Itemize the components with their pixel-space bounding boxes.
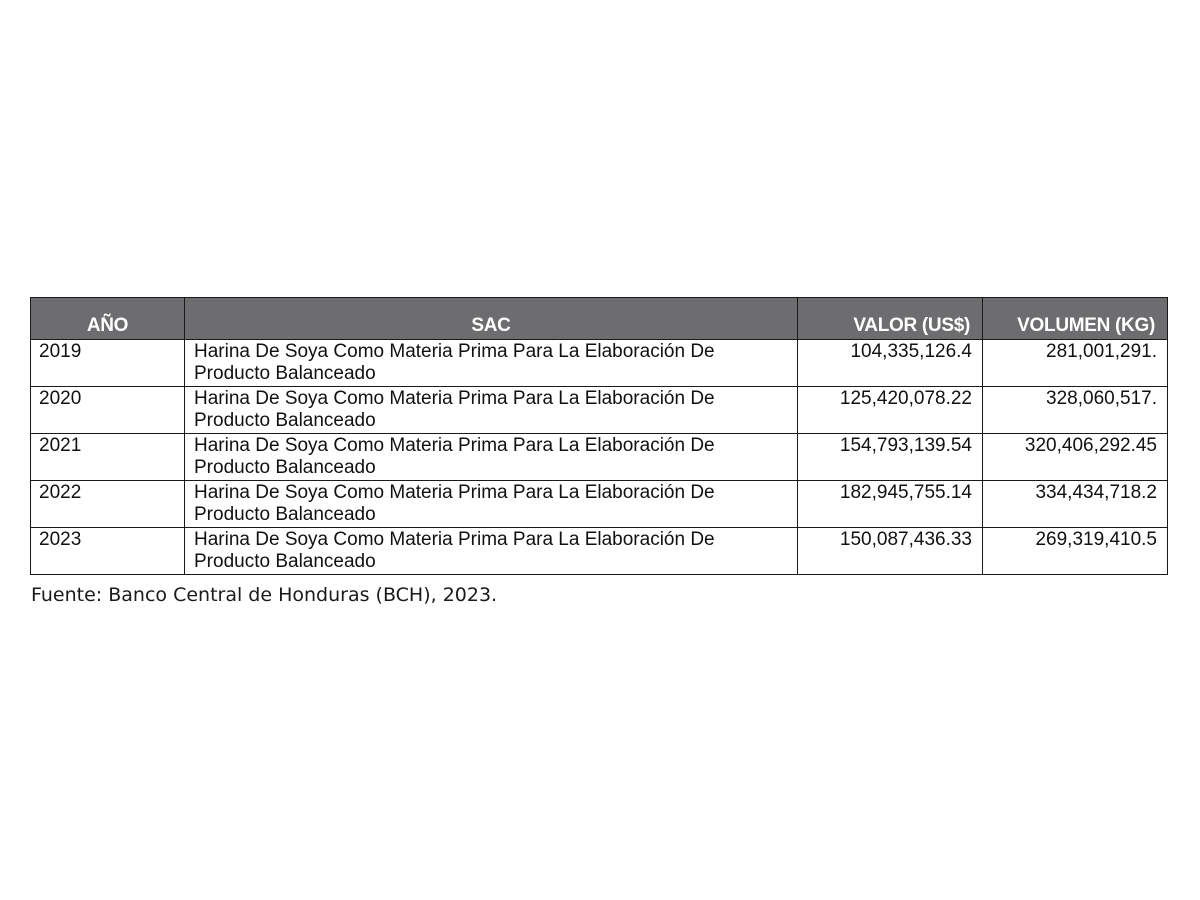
cell-volumen: 320,406,292.45	[983, 434, 1168, 481]
cell-valor: 125,420,078.22	[798, 387, 983, 434]
cell-year: 2020	[31, 387, 185, 434]
table-header-row	[31, 298, 1168, 340]
header-year: AÑO	[31, 298, 185, 340]
table-row	[31, 340, 1168, 387]
cell-volumen: 334,434,718.2	[983, 481, 1168, 528]
cell-sac: Harina De Soya Como Materia Prima Para La Elaboración De Producto Balanceado	[185, 434, 798, 481]
table-row	[31, 387, 1168, 434]
cell-sac: Harina De Soya Como Materia Prima Para La Elaboración De Producto Balanceado	[185, 340, 798, 387]
cell-valor: 182,945,755.14	[798, 481, 983, 528]
cell-volumen: 281,001,291.	[983, 340, 1168, 387]
cell-sac: Harina De Soya Como Materia Prima Para La Elaboración De Producto Balanceado	[185, 481, 798, 528]
cell-valor: 154,793,139.54	[798, 434, 983, 481]
import-table	[30, 297, 1168, 575]
cell-sac: Harina De Soya Como Materia Prima Para La Elaboración De Producto Balanceado	[185, 528, 798, 575]
cell-valor: 150,087,436.33	[798, 528, 983, 575]
header-valor: VALOR (US$)	[798, 298, 983, 340]
cell-volumen: 269,319,410.5	[983, 528, 1168, 575]
table-row	[31, 434, 1168, 481]
table-row	[31, 528, 1168, 575]
cell-year: 2019	[31, 340, 185, 387]
cell-year: 2021	[31, 434, 185, 481]
cell-volumen: 328,060,517.	[983, 387, 1168, 434]
source-note: Fuente: Banco Central de Honduras (BCH), 2023.	[31, 584, 498, 606]
table-row	[31, 481, 1168, 528]
header-sac: SAC	[185, 298, 798, 340]
cell-sac: Harina De Soya Como Materia Prima Para La Elaboración De Producto Balanceado	[185, 387, 798, 434]
cell-year: 2022	[31, 481, 185, 528]
cell-valor: 104,335,126.4	[798, 340, 983, 387]
header-volumen: VOLUMEN (KG)	[983, 298, 1168, 340]
import-table-container	[30, 297, 1167, 575]
cell-year: 2023	[31, 528, 185, 575]
